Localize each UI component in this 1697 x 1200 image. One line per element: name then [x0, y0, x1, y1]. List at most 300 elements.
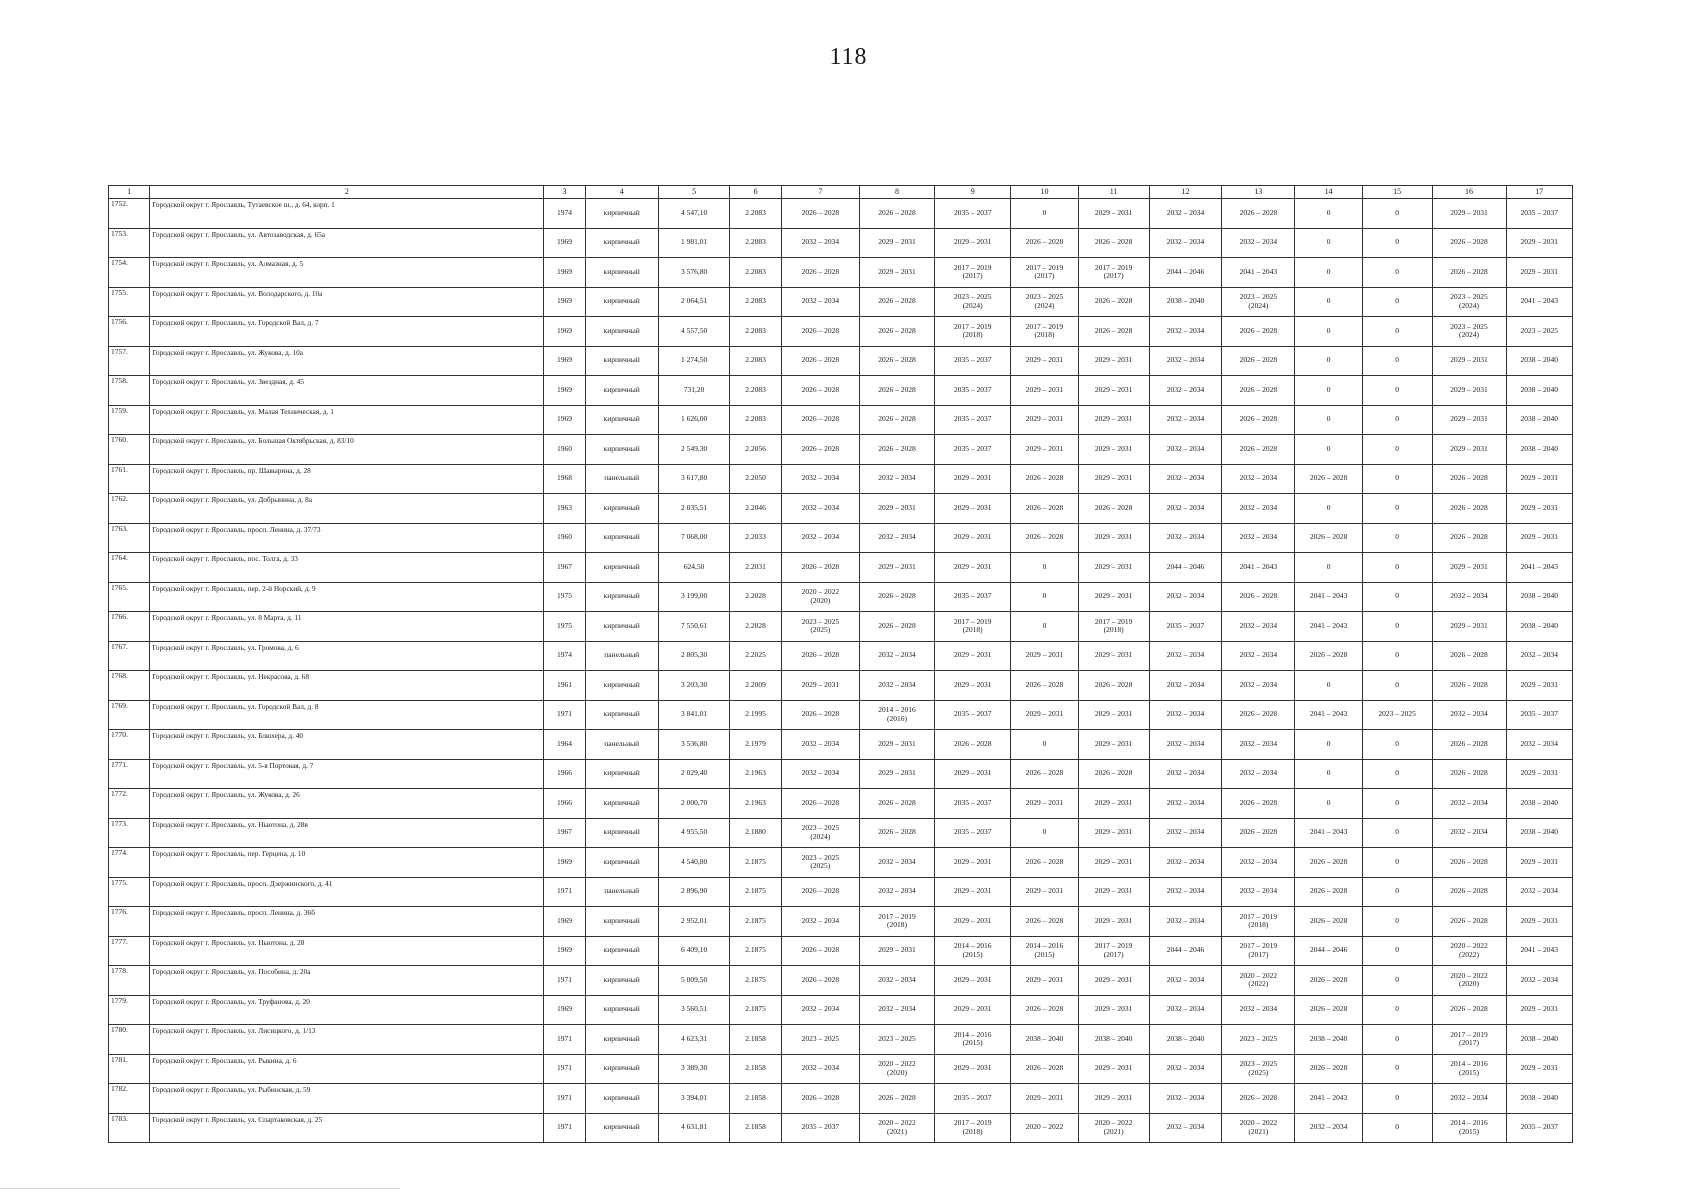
table-cell: 2026 – 2028	[860, 612, 935, 642]
table-cell: 2032 – 2034	[1149, 376, 1222, 406]
table-cell: 2026 – 2028	[1011, 1054, 1078, 1084]
table-cell: 2035 – 2037	[1506, 1113, 1572, 1143]
table-cell: 0	[1362, 553, 1432, 583]
table-cell: 0	[1362, 435, 1432, 465]
column-number: 12	[1149, 186, 1222, 199]
table-cell: 2026 – 2028	[1432, 228, 1506, 258]
table-cell: 2023 – 2025	[1506, 317, 1572, 347]
table-row	[109, 818, 1573, 848]
row-number: 1752.	[109, 199, 150, 229]
table-cell: 2 000,70	[658, 789, 730, 819]
address-cell: Городской округ г. Ярославль, ул. Володарского, д. 10а	[150, 287, 544, 317]
table-cell: 2.1858	[730, 1054, 781, 1084]
table-cell: 2.2083	[730, 376, 781, 406]
table-cell: 2035 – 2037	[935, 789, 1011, 819]
table-cell: кирпичный	[585, 700, 658, 730]
table-cell: 2032 – 2034	[1149, 435, 1222, 465]
table-cell: кирпичный	[585, 818, 658, 848]
table-cell: 0	[1295, 759, 1362, 789]
table-cell: 2026 – 2028	[1078, 494, 1149, 524]
table-cell: 2032 – 2034	[1222, 228, 1295, 258]
table-row	[109, 258, 1573, 288]
column-number: 10	[1011, 186, 1078, 199]
address-cell: Городской округ г. Ярославль, ул. Рыбинская, д. 59	[150, 1084, 544, 1114]
address-cell: Городской округ г. Ярославль, ул. 5-я Портовая, д. 7	[150, 759, 544, 789]
table-cell: 2029 – 2031	[860, 936, 935, 966]
table-cell: 0	[1295, 228, 1362, 258]
table-cell: 2029 – 2031	[1078, 464, 1149, 494]
table-cell: кирпичный	[585, 346, 658, 376]
table-cell: 0	[1362, 730, 1432, 760]
table-cell: 2029 – 2031	[1078, 907, 1149, 937]
row-number: 1782.	[109, 1084, 150, 1114]
table-cell: кирпичный	[585, 966, 658, 996]
table-row	[109, 346, 1573, 376]
table-cell: 2026 – 2028	[1432, 523, 1506, 553]
table-cell: 2026 – 2028	[860, 346, 935, 376]
row-number: 1772.	[109, 789, 150, 819]
table-cell: 2029 – 2031	[1078, 966, 1149, 996]
table-cell: 7 068,00	[658, 523, 730, 553]
table-cell: 2032 – 2034	[1149, 907, 1222, 937]
table-cell: 2029 – 2031	[935, 995, 1011, 1025]
table-cell: 2032 – 2034	[781, 464, 859, 494]
table-cell: 2035 – 2037	[935, 818, 1011, 848]
address-cell: Городской округ г. Ярославль, просп. Ленина, д. 37/73	[150, 523, 544, 553]
table-cell: 2029 – 2031	[935, 523, 1011, 553]
table-cell: 2.1858	[730, 1084, 781, 1114]
table-cell: 2026 – 2028	[860, 405, 935, 435]
table-cell: 2026 – 2028	[1295, 464, 1362, 494]
table-cell: 2014 – 2016 (2016)	[860, 700, 935, 730]
table-cell: 2041 – 2043	[1506, 936, 1572, 966]
table-cell: 2032 – 2034	[1149, 464, 1222, 494]
row-number: 1783.	[109, 1113, 150, 1143]
address-cell: Городской округ г. Ярославль, ул. Громова, д. 6	[150, 641, 544, 671]
table-cell: 2044 – 2046	[1149, 258, 1222, 288]
table-cell: 2032 – 2034	[1149, 1084, 1222, 1114]
table-cell: 2029 – 2031	[1011, 641, 1078, 671]
table-cell: 2044 – 2046	[1149, 936, 1222, 966]
table-cell: 0	[1011, 199, 1078, 229]
row-number: 1763.	[109, 523, 150, 553]
table-cell: 2029 – 2031	[1078, 700, 1149, 730]
table-cell: 3 203,30	[658, 671, 730, 701]
table-cell: 2026 – 2028	[1078, 287, 1149, 317]
table-row	[109, 789, 1573, 819]
address-cell: Городской округ г. Ярославль, ул. Лисицкого, д. 1/13	[150, 1025, 544, 1055]
table-row	[109, 907, 1573, 937]
table-cell: 1969	[544, 317, 585, 347]
table-cell: 2032 – 2034	[1149, 317, 1222, 347]
table-cell: 2038 – 2040	[1506, 789, 1572, 819]
table-cell: 2035 – 2037	[935, 1084, 1011, 1114]
table-cell: 2026 – 2028	[1432, 641, 1506, 671]
table-cell: 1971	[544, 700, 585, 730]
table-cell: 1966	[544, 789, 585, 819]
table-cell: кирпичный	[585, 553, 658, 583]
table-cell: 2032 – 2034	[1222, 759, 1295, 789]
table-cell: 0	[1011, 553, 1078, 583]
table-cell: 2026 – 2028	[860, 1084, 935, 1114]
footer-rule	[0, 1188, 400, 1189]
table-row	[109, 494, 1573, 524]
table-cell: 2029 – 2031	[935, 671, 1011, 701]
table-cell: 1971	[544, 1084, 585, 1114]
table-cell: 2032 – 2034	[1222, 523, 1295, 553]
table-cell: 2029 – 2031	[1078, 199, 1149, 229]
address-cell: Городской округ г. Ярославль, ул. Алмазная, д. 5	[150, 258, 544, 288]
table-cell: 2026 – 2028	[781, 1084, 859, 1114]
table-cell: 0	[1362, 1025, 1432, 1055]
table-cell: 2032 – 2034	[1149, 199, 1222, 229]
table-cell: 0	[1362, 966, 1432, 996]
table-cell: кирпичный	[585, 494, 658, 524]
table-cell: 2.2046	[730, 494, 781, 524]
table-cell: 2029 – 2031	[1078, 877, 1149, 907]
table-cell: 2026 – 2028	[1432, 730, 1506, 760]
table-cell: 2032 – 2034	[1222, 641, 1295, 671]
table-cell: 2023 – 2025 (2024)	[1011, 287, 1078, 317]
table-cell: 2029 – 2031	[1078, 1054, 1149, 1084]
table-row	[109, 612, 1573, 642]
table-cell: 2026 – 2028	[860, 789, 935, 819]
table-cell: 2017 – 2019 (2018)	[935, 1113, 1011, 1143]
column-number: 9	[935, 186, 1011, 199]
column-number: 14	[1295, 186, 1362, 199]
table-row	[109, 523, 1573, 553]
row-number: 1759.	[109, 405, 150, 435]
table-cell: 1961	[544, 671, 585, 701]
table-cell: 2026 – 2028	[1295, 641, 1362, 671]
table-cell: 2.2083	[730, 346, 781, 376]
table-cell: 2014 – 2016 (2015)	[1432, 1113, 1506, 1143]
table-cell: 2029 – 2031	[1011, 877, 1078, 907]
row-number: 1768.	[109, 671, 150, 701]
table-cell: 2029 – 2031	[860, 494, 935, 524]
table-cell: 2032 – 2034	[1506, 877, 1572, 907]
table-cell: 2041 – 2043	[1295, 612, 1362, 642]
table-row	[109, 730, 1573, 760]
table-cell: 2035 – 2037	[935, 346, 1011, 376]
table-cell: 2026 – 2028	[781, 405, 859, 435]
table-cell: 2 952,01	[658, 907, 730, 937]
table-cell: 2.2083	[730, 317, 781, 347]
table-cell: 2020 – 2022 (2020)	[860, 1054, 935, 1084]
address-cell: Городской округ г. Ярославль, ул. Труфанова, д. 20	[150, 995, 544, 1025]
table-cell: 2032 – 2034	[1149, 730, 1222, 760]
table-cell: 2023 – 2025 (2024)	[781, 818, 859, 848]
table-cell: 1969	[544, 228, 585, 258]
table-cell: 2.1880	[730, 818, 781, 848]
table-cell: 2029 – 2031	[1078, 523, 1149, 553]
table-row	[109, 287, 1573, 317]
table-cell: кирпичный	[585, 287, 658, 317]
table-cell: 2026 – 2028	[1222, 376, 1295, 406]
column-number: 4	[585, 186, 658, 199]
table-cell: 2026 – 2028	[1432, 759, 1506, 789]
table-cell: 2041 – 2043	[1506, 553, 1572, 583]
table-cell: 2026 – 2028	[1432, 494, 1506, 524]
table-cell: 2032 – 2034	[1432, 582, 1506, 612]
row-number: 1757.	[109, 346, 150, 376]
table-cell: 2029 – 2031	[935, 759, 1011, 789]
table-cell: 624,50	[658, 553, 730, 583]
row-number: 1770.	[109, 730, 150, 760]
table-cell: 2035 – 2037	[935, 435, 1011, 465]
row-number: 1761.	[109, 464, 150, 494]
table-row	[109, 1025, 1573, 1055]
table-cell: 2.2083	[730, 405, 781, 435]
table-cell: 2032 – 2034	[781, 523, 859, 553]
table-cell: 2023 – 2025 (2024)	[1432, 317, 1506, 347]
table-cell: 2038 – 2040	[1506, 582, 1572, 612]
table-cell: 2.2083	[730, 287, 781, 317]
table-cell: кирпичный	[585, 228, 658, 258]
table-row	[109, 317, 1573, 347]
address-cell: Городской округ г. Ярославль, пер. Герцена, д. 10	[150, 848, 544, 878]
table-cell: 2029 – 2031	[1432, 376, 1506, 406]
address-cell: Городской округ г. Ярославль, пер. 2-й Норский, д. 9	[150, 582, 544, 612]
column-number: 13	[1222, 186, 1295, 199]
table-cell: 2 029,40	[658, 759, 730, 789]
table-cell: 2032 – 2034	[1295, 1113, 1362, 1143]
table-cell: 2026 – 2028	[781, 877, 859, 907]
table-cell: 2029 – 2031	[1506, 995, 1572, 1025]
table-row	[109, 936, 1573, 966]
column-number: 16	[1432, 186, 1506, 199]
table-cell: 2029 – 2031	[860, 730, 935, 760]
table-cell: кирпичный	[585, 1113, 658, 1143]
table-cell: 2.1995	[730, 700, 781, 730]
table-cell: 731,20	[658, 376, 730, 406]
table-cell: 0	[1295, 258, 1362, 288]
table-cell: 2017 – 2019 (2017)	[1078, 936, 1149, 966]
table-cell: 0	[1362, 258, 1432, 288]
table-cell: 2026 – 2028	[935, 730, 1011, 760]
address-cell: Городской округ г. Ярославль, ул. Автозаводская, д. 65а	[150, 228, 544, 258]
table-cell: 2029 – 2031	[1078, 582, 1149, 612]
table-cell: 2026 – 2028	[860, 818, 935, 848]
table-cell: 2026 – 2028	[781, 258, 859, 288]
table-cell: 2032 – 2034	[1149, 405, 1222, 435]
table-cell: 2038 – 2040	[1506, 346, 1572, 376]
table-cell: 0	[1362, 317, 1432, 347]
table-cell: 2032 – 2034	[860, 671, 935, 701]
table-cell: 2.1875	[730, 907, 781, 937]
row-number: 1762.	[109, 494, 150, 524]
table-cell: 2032 – 2034	[781, 730, 859, 760]
table-cell: 5 009,50	[658, 966, 730, 996]
table-cell: 2038 – 2040	[1506, 1025, 1572, 1055]
table-cell: 2017 – 2019 (2018)	[1222, 907, 1295, 937]
table-cell: 2026 – 2028	[781, 789, 859, 819]
table-cell: 4 623,31	[658, 1025, 730, 1055]
row-number: 1756.	[109, 317, 150, 347]
table-cell: 2.1875	[730, 848, 781, 878]
table-cell: 2029 – 2031	[935, 966, 1011, 996]
table-cell: 2026 – 2028	[1222, 435, 1295, 465]
table-cell: 2029 – 2031	[1078, 848, 1149, 878]
table-cell: 2.2025	[730, 641, 781, 671]
table-cell: 2032 – 2034	[1506, 641, 1572, 671]
table-cell: 2044 – 2046	[1149, 553, 1222, 583]
table-cell: 2.1858	[730, 1025, 781, 1055]
address-cell: Городской округ г. Ярославль, ул. Пособина, д. 20а	[150, 966, 544, 996]
table-cell: 2044 – 2046	[1295, 936, 1362, 966]
table-cell: 1966	[544, 759, 585, 789]
table-cell: 2032 – 2034	[1222, 464, 1295, 494]
table-cell: 3 560,51	[658, 995, 730, 1025]
table-cell: 2038 – 2040	[1011, 1025, 1078, 1055]
table-cell: 2041 – 2043	[1222, 258, 1295, 288]
table-cell: 2032 – 2034	[1149, 848, 1222, 878]
table-cell: 2026 – 2028	[1432, 877, 1506, 907]
address-cell: Городской округ г. Ярославль, ул. Малая Техническая, д. 1	[150, 405, 544, 435]
table-cell: 2029 – 2031	[935, 553, 1011, 583]
table-cell: 2041 – 2043	[1222, 553, 1295, 583]
table-cell: 2032 – 2034	[1149, 671, 1222, 701]
row-number: 1776.	[109, 907, 150, 937]
table-cell: 2026 – 2028	[1432, 258, 1506, 288]
table-cell: 2023 – 2025 (2024)	[1432, 287, 1506, 317]
table-cell: кирпичный	[585, 405, 658, 435]
table-cell: 7 550,61	[658, 612, 730, 642]
table-cell: 2014 – 2016 (2015)	[935, 1025, 1011, 1055]
table-cell: 2032 – 2034	[781, 995, 859, 1025]
table-cell: 2032 – 2034	[1222, 494, 1295, 524]
table-cell: 2038 – 2040	[1506, 818, 1572, 848]
column-number: 2	[150, 186, 544, 199]
table-cell: 6 409,10	[658, 936, 730, 966]
table-cell: 2023 – 2025	[781, 1025, 859, 1055]
table-cell: 0	[1295, 553, 1362, 583]
row-number: 1780.	[109, 1025, 150, 1055]
table-cell: 2026 – 2028	[1011, 523, 1078, 553]
table-cell: 4 540,80	[658, 848, 730, 878]
row-number: 1753.	[109, 228, 150, 258]
table-cell: 2026 – 2028	[1222, 818, 1295, 848]
column-number: 17	[1506, 186, 1572, 199]
table-cell: 0	[1362, 199, 1432, 229]
table-cell: 3 617,80	[658, 464, 730, 494]
table-cell: 3 389,30	[658, 1054, 730, 1084]
table-cell: 2029 – 2031	[781, 671, 859, 701]
row-number: 1764.	[109, 553, 150, 583]
table-cell: 2017 – 2019 (2018)	[935, 317, 1011, 347]
table-cell: 0	[1295, 376, 1362, 406]
table-cell: 2020 – 2022 (2021)	[860, 1113, 935, 1143]
page-number: 118	[829, 44, 868, 70]
table-cell: 2023 – 2025	[1362, 700, 1432, 730]
table-row	[109, 1084, 1573, 1114]
table-cell: 2.2028	[730, 582, 781, 612]
table-cell: 2026 – 2028	[1222, 700, 1295, 730]
column-number: 11	[1078, 186, 1149, 199]
table-cell: 2023 – 2025	[1222, 1025, 1295, 1055]
address-cell: Городской округ г. Ярославль, ул. Городской Вал, д. 8	[150, 700, 544, 730]
table-cell: 0	[1362, 907, 1432, 937]
table-cell: 2 035,51	[658, 494, 730, 524]
table-cell: 2032 – 2034	[860, 464, 935, 494]
table-cell: 0	[1362, 877, 1432, 907]
table-cell: 2.1875	[730, 995, 781, 1025]
table-cell: 2026 – 2028	[1078, 671, 1149, 701]
row-number: 1773.	[109, 818, 150, 848]
address-cell: Городской округ г. Ярославль, ул. Рыкина, д. 6	[150, 1054, 544, 1084]
table-cell: 0	[1295, 730, 1362, 760]
column-number: 5	[658, 186, 730, 199]
table-cell: 1969	[544, 995, 585, 1025]
table-cell: 0	[1362, 582, 1432, 612]
table-cell: 2 549,30	[658, 435, 730, 465]
table-cell: 1964	[544, 730, 585, 760]
table-cell: 2032 – 2034	[1506, 966, 1572, 996]
table-row	[109, 405, 1573, 435]
table-cell: 2029 – 2031	[1506, 848, 1572, 878]
table-cell: 2.1963	[730, 759, 781, 789]
table-cell: 2029 – 2031	[1506, 464, 1572, 494]
table-row	[109, 553, 1573, 583]
table-cell: 2026 – 2028	[1432, 464, 1506, 494]
table-cell: 2032 – 2034	[1222, 877, 1295, 907]
row-number: 1769.	[109, 700, 150, 730]
column-number: 8	[860, 186, 935, 199]
table-cell: 2029 – 2031	[1011, 376, 1078, 406]
table-cell: 0	[1295, 199, 1362, 229]
table-cell: 2038 – 2040	[1149, 1025, 1222, 1055]
column-number: 1	[109, 186, 150, 199]
row-number: 1758.	[109, 376, 150, 406]
table-cell: 0	[1362, 641, 1432, 671]
row-number: 1777.	[109, 936, 150, 966]
table-cell: 2029 – 2031	[1506, 671, 1572, 701]
address-cell: Городской округ г. Ярославль, ул. Добрынина, д. 8а	[150, 494, 544, 524]
address-cell: Городской округ г. Ярославль, ул. Городской Вал, д. 7	[150, 317, 544, 347]
table-cell: 0	[1362, 405, 1432, 435]
row-number: 1771.	[109, 759, 150, 789]
table-cell: 2029 – 2031	[1011, 700, 1078, 730]
table-cell: 0	[1011, 730, 1078, 760]
table-cell: 2029 – 2031	[1432, 435, 1506, 465]
table-cell: 2038 – 2040	[1506, 376, 1572, 406]
table-cell: 0	[1011, 612, 1078, 642]
table-cell: 2029 – 2031	[1078, 435, 1149, 465]
column-number: 15	[1362, 186, 1432, 199]
table-cell: 2026 – 2028	[1078, 759, 1149, 789]
table-cell: 0	[1362, 1054, 1432, 1084]
table-cell: панельный	[585, 641, 658, 671]
table-cell: 2026 – 2028	[1432, 848, 1506, 878]
table-cell: кирпичный	[585, 1084, 658, 1114]
table-row	[109, 877, 1573, 907]
address-cell: Городской округ г. Ярославль, ул. Жукова, д. 26	[150, 789, 544, 819]
table-cell: 2020 – 2022 (2021)	[1078, 1113, 1149, 1143]
table-cell: 2026 – 2028	[1011, 907, 1078, 937]
table-cell: кирпичный	[585, 376, 658, 406]
address-cell: Городской округ г. Ярославль, ул. Ньютона, д. 28	[150, 936, 544, 966]
table-cell: кирпичный	[585, 523, 658, 553]
table-cell: 2026 – 2028	[781, 700, 859, 730]
table-cell: 2026 – 2028	[1295, 995, 1362, 1025]
table-cell: 2029 – 2031	[860, 759, 935, 789]
table-cell: 2032 – 2034	[1149, 700, 1222, 730]
address-cell: Городской округ г. Ярославль, ул. Спартаковская, д. 25	[150, 1113, 544, 1143]
table-cell: 1967	[544, 553, 585, 583]
table-cell: 2026 – 2028	[860, 435, 935, 465]
table-cell: 2026 – 2028	[1222, 582, 1295, 612]
table-cell: 2035 – 2037	[935, 405, 1011, 435]
